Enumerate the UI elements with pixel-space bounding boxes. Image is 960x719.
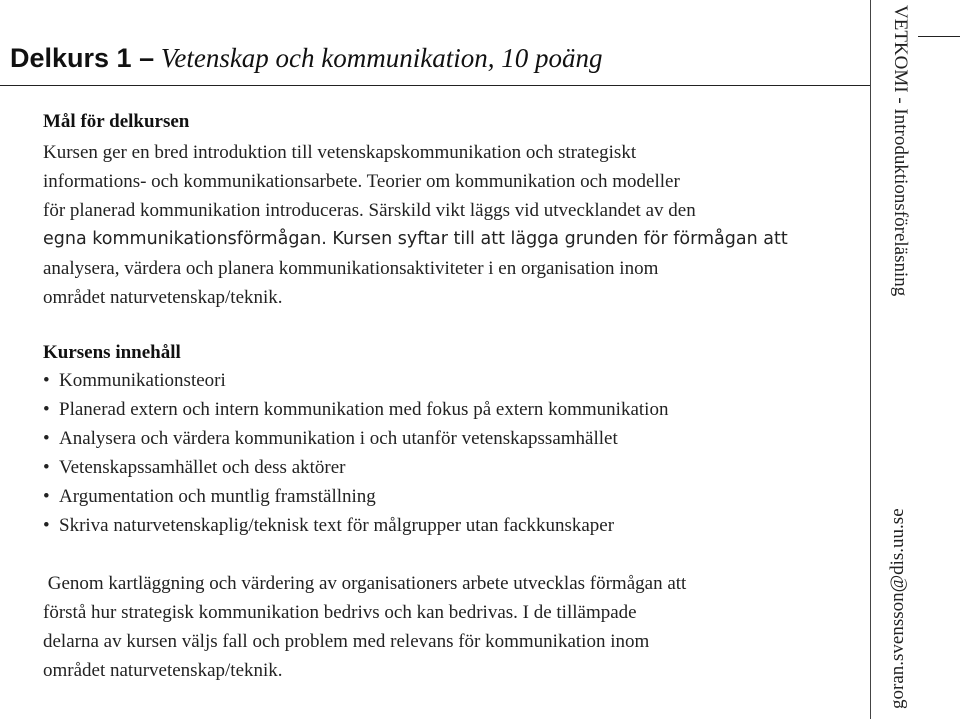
list-item-text: Analysera och värdera kommunikation i och utanför vetenskapssamhället xyxy=(59,428,618,449)
goals-line: egna kommunikationsförmågan. Kursen syftar till att lägga grunden för förmågan att xyxy=(43,229,788,249)
list-item-text: Argumentation och muntlig framställning xyxy=(59,486,376,507)
goals-heading: Mål för delkursen xyxy=(43,111,190,132)
side-divider xyxy=(870,0,871,719)
bullet-icon: • xyxy=(43,428,50,449)
closing-line: förstå hur strategisk kommunikation bedrivs och kan bedrivas. I de tillämpade xyxy=(43,602,637,623)
closing-line: delarna av kursen väljs fall och problem med relevans för kommunikation inom xyxy=(43,631,650,652)
list-item-text: Vetenskapssamhället och dess aktörer xyxy=(59,457,346,478)
bullet-icon: • xyxy=(43,515,50,536)
slide-title xyxy=(10,38,870,78)
bullet-icon: • xyxy=(43,370,50,391)
list-item-text: Kommunikationsteori xyxy=(59,370,226,391)
list-item xyxy=(43,366,668,395)
side-email-text: goran.svensson@dis.uu.se xyxy=(887,508,908,709)
list-item xyxy=(43,424,668,453)
title-subtitle: Vetenskap och kommunikation, 10 poäng xyxy=(160,43,603,73)
list-item xyxy=(43,395,668,424)
closing-line: området naturvetenskap/teknik. xyxy=(43,660,283,681)
goals-line: för planerad kommunikation introduceras. Särskild vikt läggs vid utvecklandet av den xyxy=(43,200,696,221)
side-email-label xyxy=(878,0,918,719)
list-item-text: Skriva naturvetenskaplig/teknisk text för målgrupper utan fackkunskaper xyxy=(59,515,615,536)
list-item-text: Planerad extern och intern kommunikation med fokus på extern kommunikation xyxy=(59,399,669,420)
list-item xyxy=(43,453,668,482)
list-item xyxy=(43,511,668,540)
goals-line: analysera, värdera och planera kommunikationsaktiviteter i en organisation inom xyxy=(43,258,659,279)
goals-line: informations- och kommunikationsarbete. Teorier om kommunikation och modeller xyxy=(43,171,680,192)
title-divider-right xyxy=(918,36,960,37)
goals-line: Kursen ger en bred introduktion till vetenskapskommunikation och strategiskt xyxy=(43,142,637,163)
list-item xyxy=(43,482,668,511)
side-course-text: VETKOMI - Introduktionsföreläsning xyxy=(890,5,911,297)
bullet-icon: • xyxy=(43,486,50,507)
bullet-icon: • xyxy=(43,457,50,478)
content-heading: Kursens innehåll xyxy=(43,342,181,363)
bullet-icon: • xyxy=(43,399,50,420)
goals-line: området naturvetenskap/teknik. xyxy=(43,287,283,308)
content-list xyxy=(43,366,668,540)
title-main: Delkurs 1 – xyxy=(10,43,155,73)
title-divider xyxy=(0,85,870,86)
closing-line: Genom kartläggning och värdering av organisationers arbete utvecklas förmågan att xyxy=(43,573,687,594)
